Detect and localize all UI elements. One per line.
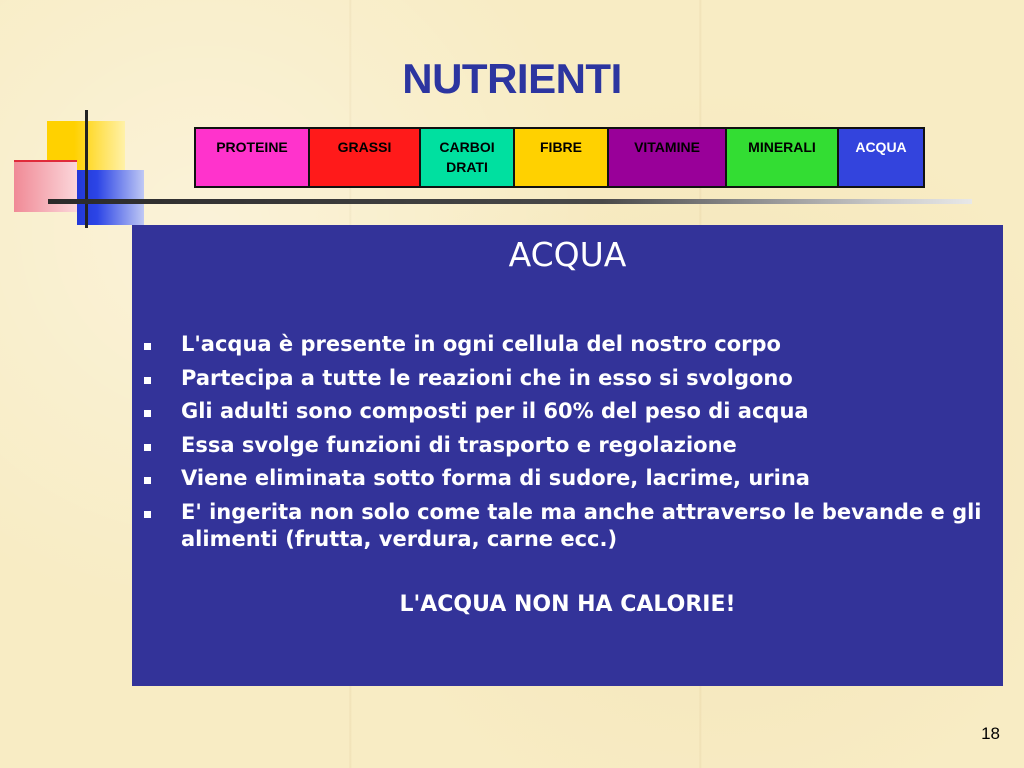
red-square-decoration (14, 160, 77, 212)
list-item (142, 499, 982, 553)
square-bullet-icon (144, 410, 151, 417)
content-panel (132, 225, 1003, 686)
square-bullet-icon (144, 477, 151, 484)
nutrient-nav-bar (194, 127, 925, 188)
vertical-line-decoration (85, 110, 88, 228)
bullet-list (142, 331, 982, 559)
horizontal-rule (48, 199, 972, 204)
list-item-text: L'acqua è presente in ogni cellula del nostro corpo (181, 332, 781, 356)
square-bullet-icon (144, 444, 151, 451)
tab-acqua[interactable]: ACQUA (839, 129, 923, 186)
list-item-text: Gli adulti sono composti per il 60% del peso di acqua (181, 399, 809, 423)
list-item-text: Viene eliminata sotto forma di sudore, lacrime, urina (181, 466, 810, 490)
page-number: 18 (981, 724, 1000, 743)
list-item (142, 331, 982, 358)
list-item-text: Essa svolge funzioni di trasporto e regolazione (181, 432, 737, 457)
list-item-text: E' ingerita non solo come tale ma anche attraverso le bevande e gli alimenti (frutta, verdura, carne ecc.) (181, 499, 982, 551)
square-bullet-icon (144, 343, 151, 350)
list-item (142, 465, 982, 492)
tab-proteine[interactable]: PROTEINE (196, 129, 310, 186)
list-item (142, 365, 982, 392)
tab-grassi[interactable]: GRASSI (310, 129, 421, 186)
list-item (142, 432, 982, 459)
tab-carboidrati[interactable]: CARBOI DRATI (421, 129, 515, 186)
square-bullet-icon (144, 377, 151, 384)
list-item-text: Partecipa a tutte le reazioni che in esso si svolgono (181, 365, 793, 390)
panel-heading: ACQUA (508, 235, 627, 274)
closing-statement: L'ACQUA NON HA CALORIE! (399, 592, 736, 617)
tab-fibre[interactable]: FIBRE (515, 129, 609, 186)
square-bullet-icon (144, 511, 151, 518)
list-item (142, 398, 982, 425)
tab-minerali[interactable]: MINERALI (727, 129, 839, 186)
slide-title: NUTRIENTI (402, 55, 622, 102)
tab-vitamine[interactable]: VITAMINE (609, 129, 727, 186)
